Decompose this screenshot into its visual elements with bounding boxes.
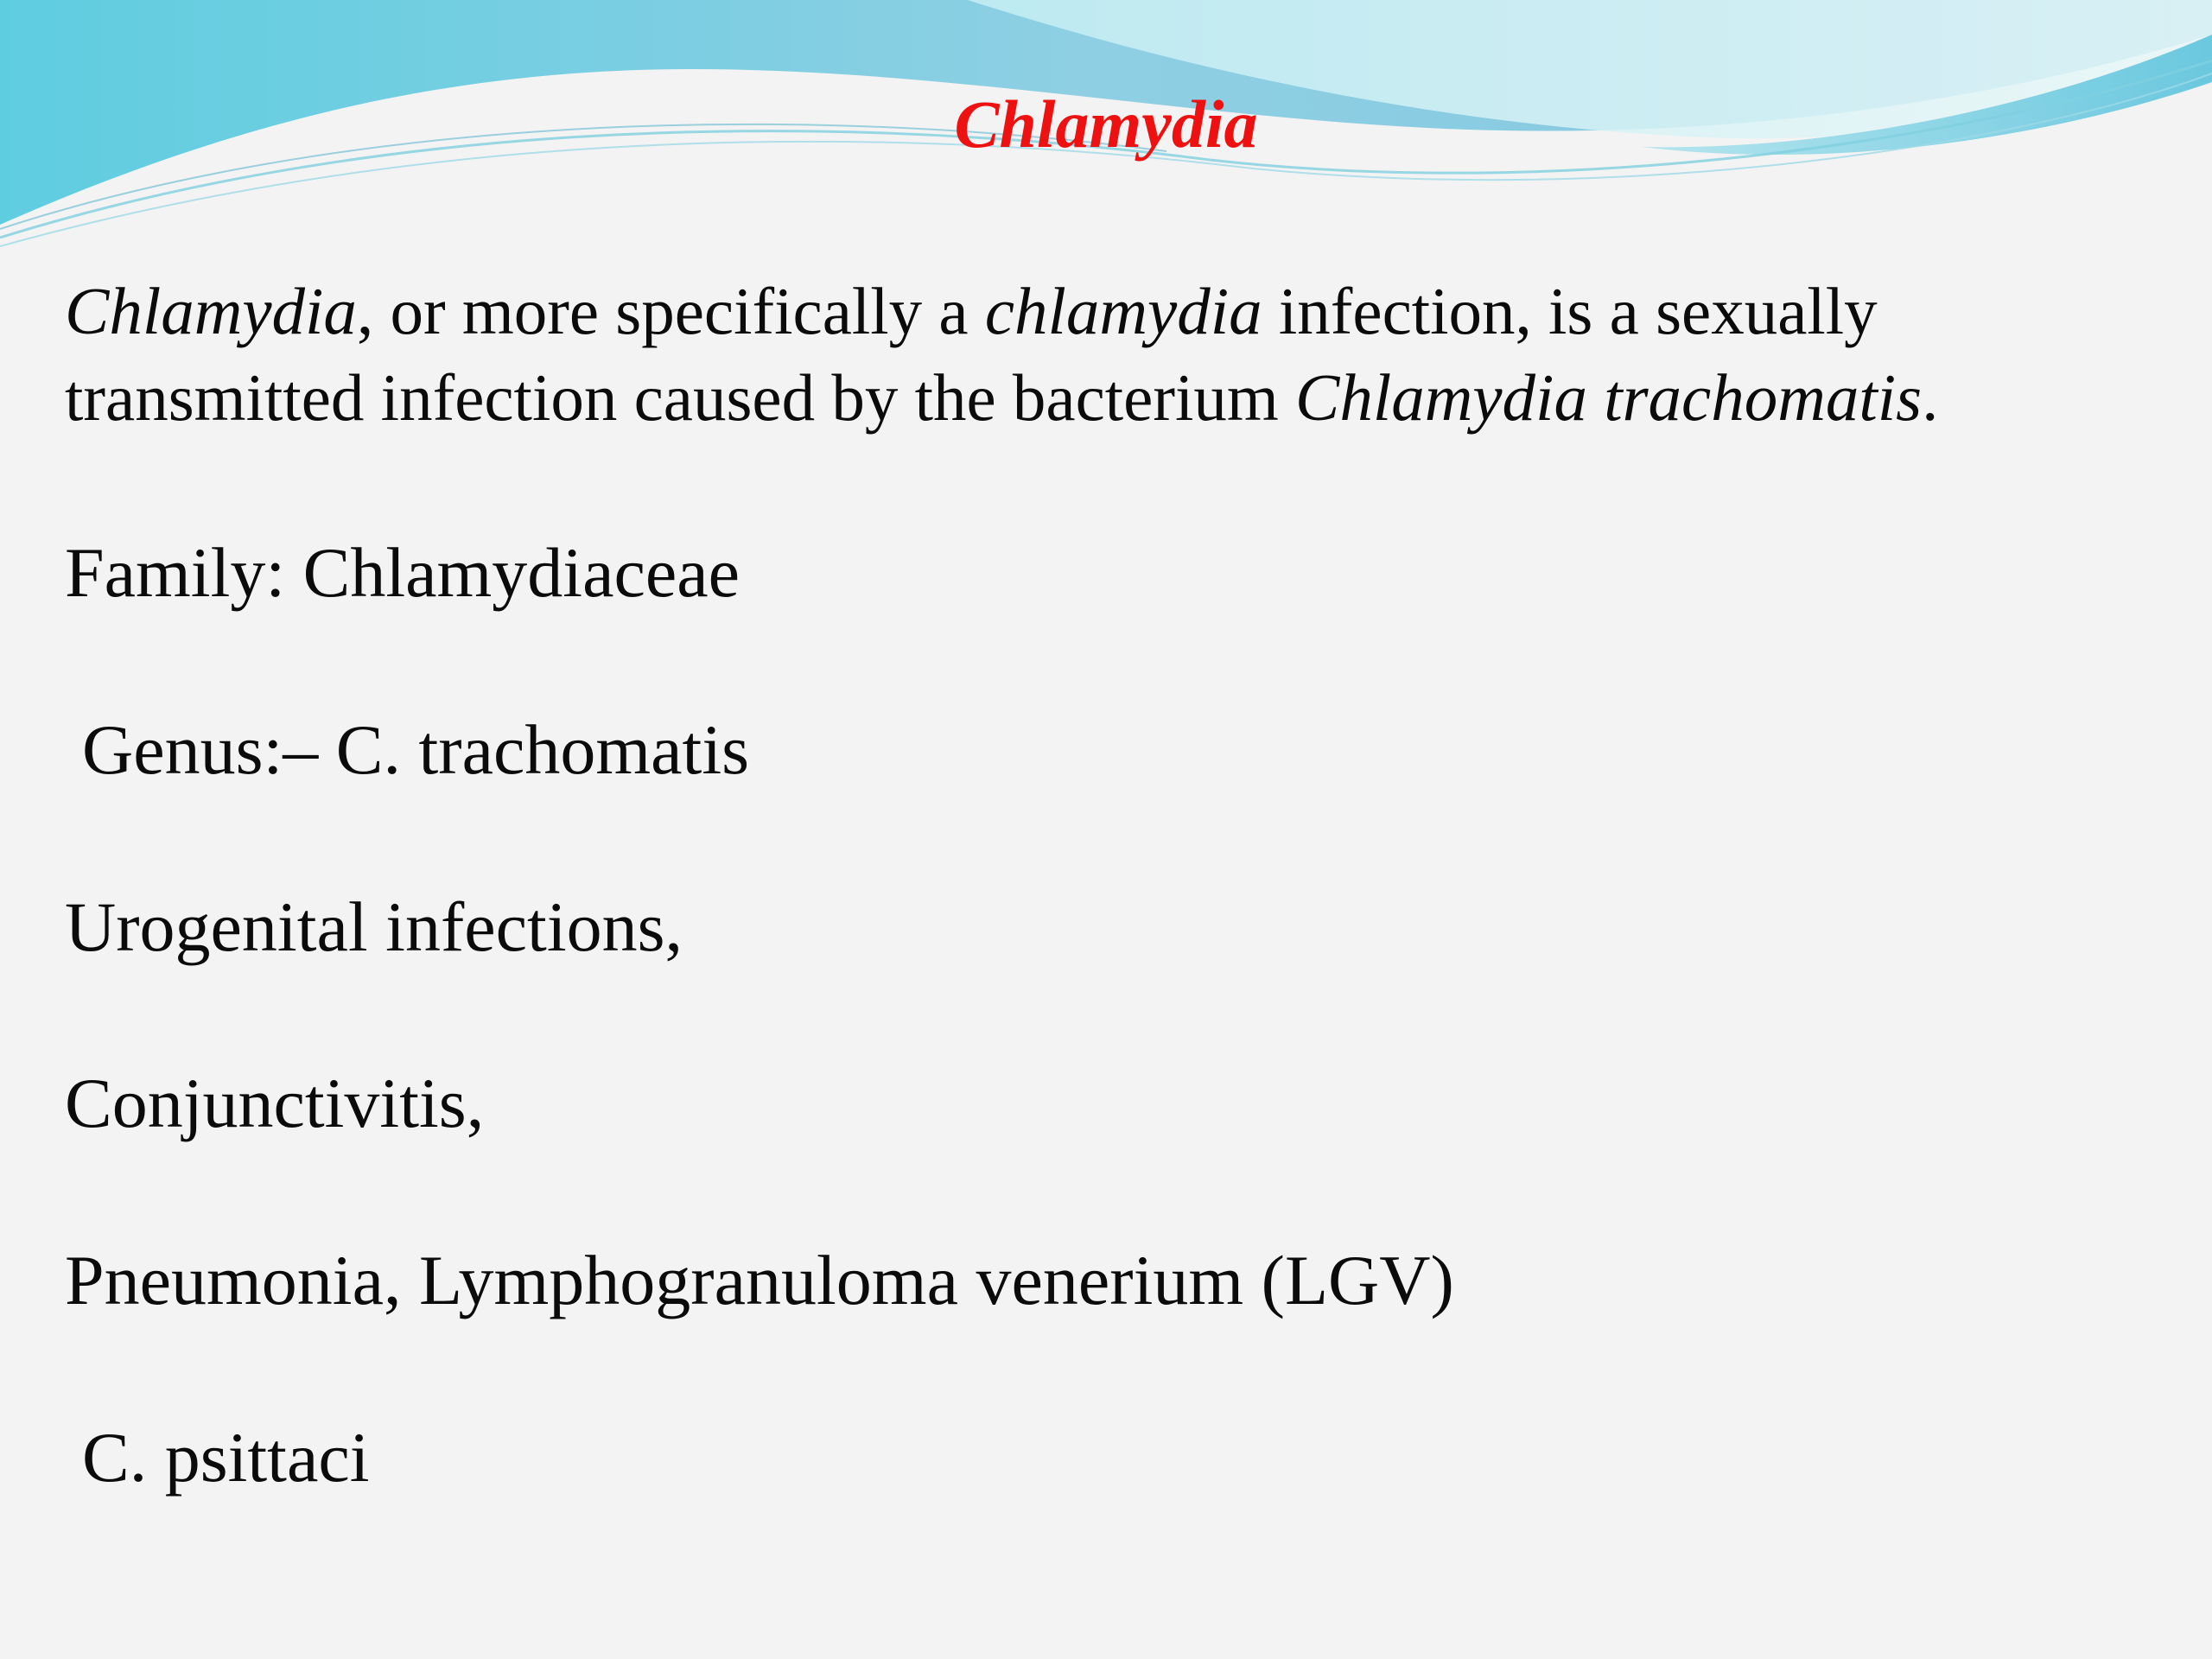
intro-text-2: infection, is a sexually transmitted infection caused by the bacterium bbox=[65, 274, 1878, 435]
conjunctivitis-line: Conjunctivitis, bbox=[65, 1064, 485, 1142]
intro-term-chlamydia: Chlamydia bbox=[65, 274, 357, 348]
intro-paragraph bbox=[65, 268, 2190, 441]
genus-line: Genus:– C. trachomatis bbox=[82, 710, 750, 789]
intro-term-species: Chlamydia trachomatis bbox=[1295, 360, 1923, 435]
family-line: Family: Chlamydiaceae bbox=[65, 533, 741, 612]
intro-text-1: , or more specifically a bbox=[356, 274, 985, 348]
intro-term-chlamydia-lower: chlamydia bbox=[984, 274, 1262, 348]
slide-title: Chlamydia bbox=[954, 86, 1258, 162]
urogenital-line: Urogenital infections, bbox=[65, 887, 683, 966]
psittaci-line: C. psittaci bbox=[82, 1418, 370, 1497]
pneumonia-line: Pneumonia, Lymphogranuloma venerium (LGV) bbox=[65, 1241, 1454, 1319]
intro-text-3: . bbox=[1922, 360, 1939, 435]
